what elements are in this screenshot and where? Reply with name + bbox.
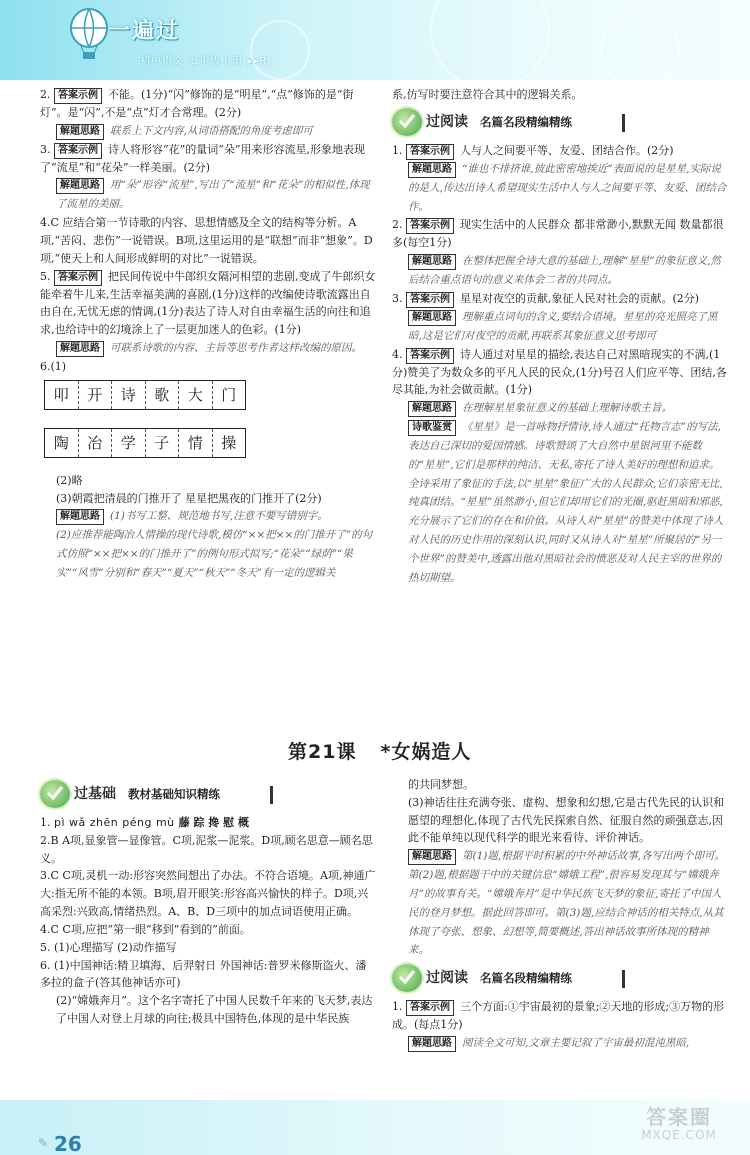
banner-divider <box>622 114 625 132</box>
tracing-cell: 情 <box>179 429 213 457</box>
answer-text: (1)心理描写 (2)动作描写 <box>54 940 177 954</box>
answer-paragraph <box>40 358 376 376</box>
item-number: 3. <box>40 142 54 156</box>
answer-paragraph <box>40 921 376 939</box>
answer-paragraph <box>40 939 376 957</box>
top-right-column <box>392 86 728 588</box>
answer-text: 的共同梦想。 <box>408 778 474 791</box>
answer-text: 《星星》是一首咏物抒情诗,诗人通过“托物言志”的写法,表达自己深切的爱国情感。诗歌赞颂了大自然中星银河里不能数的“星星”,它们是那样的纯洁、无私,寄托了诗人美好的理想和追求。全诗采用了象征的手法,以“星星”象征广大的人民群众,它们亲密无比,纯真团结。“星星”虽然渺小,但它们却用它们的光圈,驱赶黑暗和邪恶,充分展示了它们的存在和价值。从诗人对“星星”的赞美中体现了诗人对人民的历史作用的深刻认识,同时又从诗人对“星星”所聚居的“另一个世界”的赞美中,透露出他对黑暗社会的愤恶及对人民主宰的世界的热切期望。 <box>408 421 724 584</box>
answer-text: (3)朝霞把清晨的门推开了 星星把黑夜的门推开了(2分) <box>56 491 322 505</box>
answer-text: A项,显象管—显像管。C项,泥浆—泥浆。D项,顾名思意—顾名思义。 <box>40 833 373 865</box>
answer-paragraph <box>392 142 728 160</box>
banner-divider <box>622 970 625 988</box>
tracing-cell: 门 <box>221 385 237 404</box>
answer-text: (2)应推荐能陶冶人情操的现代诗歌,模仿“××把××的门推开了”的句式仿照“××把××的门推开了”的例句形式拟写;“花朵”“绿荫”“果实”“风雪”分别和“春天”“夏天”“秋天”“冬天”有一定的逻辑关 <box>56 529 373 579</box>
answer-paragraph <box>40 86 376 122</box>
answer-text: (3)神话往往充满夸张、虚构、想象和幻想,它是古代先民的认识和愿望的理想化,体现了古代先民探索自然、征服自然的顽强意志,因此不能单纯以现代科学的眼光来看待、评价神话。 <box>408 795 725 845</box>
checkmark-icon <box>40 780 70 808</box>
answer-paragraph <box>392 290 728 308</box>
answer-paragraph <box>40 832 376 868</box>
lesson-number: 第21课 <box>288 741 357 763</box>
answer-text: 在整体把握全诗大意的基础上,理解“星星”的象征意义,然后结合重点语句的意义来体会二者的共同点。 <box>408 255 721 286</box>
banner-title: 过阅读 <box>426 113 468 130</box>
answer-paragraph <box>40 141 376 177</box>
brand-subtitle: 初中语文 七年级上册 ▸▸RJ <box>140 56 272 67</box>
answer-paragraph <box>392 998 728 1034</box>
banner-divider <box>270 786 273 804</box>
answer-paragraph <box>392 399 728 418</box>
answer-paragraph <box>40 957 376 993</box>
answer-tag: 答案示例 <box>406 1000 454 1016</box>
answer-tag: 答案示例 <box>54 270 102 286</box>
answer-tag: 解题思路 <box>408 401 456 417</box>
answer-tag: 解题思路 <box>408 162 456 178</box>
bottom-left-column <box>40 776 376 1028</box>
answer-text: 三个方面:①宇宙最初的景象;②天地的形成;③万物的形成。(每点1分) <box>392 1000 725 1032</box>
tracing-cell: 歌 <box>146 381 180 409</box>
tracing-cell: 诗 <box>112 381 146 409</box>
answer-paragraph <box>40 472 376 490</box>
answer-text: 诗人通过对星星的描绘,表达自己对黑暗现实的不满,(1分)赞美了为数众多的平凡人民的民众,(1分)号召人们应平等、团结,各尽其能,为社会做贡献。(1分) <box>392 347 727 397</box>
banner-subtitle: 教材基础知识精练 <box>128 787 220 801</box>
page-number: 26 <box>54 1132 82 1155</box>
item-number: 5. <box>40 940 54 954</box>
answer-tag: 解题思路 <box>56 341 104 357</box>
answer-paragraph <box>392 1034 728 1053</box>
answer-text: (1)中国神话:精卫填海、后羿射日 外国神话:普罗米修斯盗火、潘多拉的盒子(答其他神话亦可) <box>40 958 367 990</box>
answer-paragraph <box>40 490 376 508</box>
answer-text: 用“朵”形容“流星”,写出了“流星”和“花朵”的相似性,体现了流星的美丽。 <box>56 179 370 211</box>
answer-text: 在理解星星象征意义的基础上理解诗歌主旨。 <box>462 402 672 415</box>
answer-tag: 答案示例 <box>54 143 102 159</box>
answer-tag: 解题思路 <box>56 124 104 140</box>
answer-paragraph <box>40 122 376 141</box>
watermark-url: MXQE.COM <box>641 1128 717 1142</box>
item-number: 1. <box>40 816 54 829</box>
item-number: 6. <box>40 958 54 972</box>
item-number: 1. <box>392 143 406 157</box>
answer-tag: 解题思路 <box>408 849 456 865</box>
answer-text: 星星对夜空的贡献,象征人民对社会的贡献。(2分) <box>460 291 700 305</box>
answer-paragraph <box>40 507 376 526</box>
tracing-cell: 子 <box>146 429 180 457</box>
item-number: 3.C <box>40 869 63 883</box>
tracing-cell: 叩 <box>45 381 79 409</box>
answer-tag: 解题思路 <box>408 310 456 326</box>
checkmark-icon <box>392 108 422 136</box>
answer-text: 人与人之间要平等、友爱、团结合作。(2分) <box>460 143 674 157</box>
answer-paragraph <box>40 867 376 920</box>
answer-paragraph <box>40 214 376 267</box>
answer-paragraph <box>392 847 728 960</box>
answer-paragraph <box>392 794 728 847</box>
answer-text: 可联系诗歌的内容、主旨等思考作者这样改编的原因。 <box>110 342 362 355</box>
answer-paragraph <box>40 992 376 1028</box>
banner-subtitle: 名篇名段精编精练 <box>480 971 572 986</box>
lesson-title: *女娲造人 <box>380 741 472 763</box>
page-marker-icon: ✎ <box>38 1136 49 1150</box>
answer-paragraph <box>392 308 728 346</box>
answer-tag: 答案示例 <box>406 292 454 308</box>
answer-text: (2)“嫦娥奔月”。这个名字寄托了中国人民数千年来的飞天梦,表达了中国人对登上月球的向往;极具中国特色,体现的是中华民族 <box>56 994 373 1025</box>
answer-text: (1)书写工整、规范地书写,注意不要写错别字。 <box>110 510 328 523</box>
item-number: 3. <box>392 291 406 305</box>
item-number: 5. <box>40 269 54 283</box>
pinyin-text: pì wǎ zhēn péng mù <box>54 816 179 829</box>
top-left-column <box>40 86 376 583</box>
answer-tag: 解题思路 <box>408 1036 456 1052</box>
banner-subtitle: 名篇名段精编精练 <box>480 114 572 129</box>
answer-paragraph <box>40 176 376 214</box>
answer-text: 不能。(1分)“闪”修饰的是“明星”,“点”修饰的是“街灯”。是“闪”,不是“点”灯才合常理。(2分) <box>40 88 354 119</box>
brand-logo: 一遍过 <box>108 19 181 44</box>
hot-air-balloon-icon <box>66 8 112 60</box>
header-band <box>0 0 750 80</box>
answer-text: (2)略 <box>56 473 83 487</box>
tracing-row <box>44 380 246 410</box>
tracing-cell: 操 <box>221 433 237 452</box>
answer-paragraph <box>392 346 728 400</box>
answer-text: C项,灵机一动:形容突然间想出了办法。不符合语境。A项,神通广大:指无所不能的本领。B项,眉开眼笑:形容高兴愉快的样子。D项,兴高采烈:兴致高,情绪热烈。A、B、D三项中的加点词语使用正确。 <box>40 869 376 919</box>
item-number: 2. <box>40 88 54 101</box>
answer-paragraph <box>392 418 728 588</box>
answer-text: 第(1)题,根据平时积累的中外神话故事,各写出两个即可。第(2)题,根据题干中的关键信息“嫦娥工程”,很容易发现其与“嫦娥奔月”的故事有关。“嫦娥奔月”是中华民族飞天梦的象征,寄托了中国人民的登月梦想。据此回答即可。第(3)题,应结合神话的相关特点,从其体现了夸张、想象、幻想等,简要概述,答出神话故事所体现的精神来。 <box>408 850 726 957</box>
answer-paragraph <box>392 252 728 290</box>
watermark-brand: 答案圈 <box>646 1105 712 1129</box>
tracing-cell: 大 <box>179 381 213 409</box>
lesson-heading <box>288 737 495 768</box>
section-banner <box>392 964 728 992</box>
continued-text: 系,仿写时要注意符合其中的逻辑关系。 <box>392 88 583 101</box>
tracing-cell: 学 <box>112 429 146 457</box>
item-number: 4.C <box>40 922 63 936</box>
tracing-row <box>44 428 246 458</box>
answer-paragraph <box>392 160 728 217</box>
answer-tag: 解题思路 <box>408 254 456 270</box>
banner-title: 过基础 <box>74 786 116 802</box>
item-number: 2.B <box>40 833 63 847</box>
answer-paragraph <box>40 339 376 358</box>
tracing-cell: 冶 <box>79 429 113 457</box>
item-number: 6.(1) <box>40 359 67 373</box>
answer-tag: 答案示例 <box>406 348 454 364</box>
section-banner <box>392 108 728 136</box>
answer-paragraph <box>40 526 376 583</box>
answer-tag: 诗歌鉴赏 <box>408 420 456 436</box>
answer-text: 联系上下文内容,从词语搭配的角度考虑即可 <box>110 124 313 137</box>
hanzi-answers: 藤 踪 搀 慰 概 <box>178 816 249 829</box>
answer-paragraph <box>392 216 728 252</box>
banner-title: 过阅读 <box>426 970 468 987</box>
answer-text: “谁也不排挤谁,彼此密密地挨近”表面说的是星星,实际说的是人,传达出诗人希望现实生活中人与人之间要平等、友爱、团结合作。 <box>408 162 727 213</box>
answer-tag: 答案示例 <box>406 144 454 160</box>
answer-paragraph <box>392 776 728 794</box>
checkmark-icon <box>392 964 422 992</box>
watermark <box>620 1106 738 1152</box>
item-number: 1. <box>392 1000 406 1014</box>
answer-text: 把民间传说中牛郎织女隔河相望的悲剧,变成了牛郎织女能牵着牛儿来,生活幸福美满的喜剧,(1分)这样的改编使诗歌流露出自由自在,无忧无虑的情调,(1分)表达了诗人对自由幸福生活的向往和追求,也给诗中的幻境涂上了一层更加迷人的色彩。(1分) <box>40 269 376 337</box>
item-number: 4. <box>392 347 406 361</box>
bottom-right-column <box>392 776 728 1053</box>
answer-paragraph <box>40 814 376 832</box>
answer-text: 诗人将形容“花”的量词“朵”用来形容流星,形象地表现了“流星”和“花朵”一样美丽。(2分) <box>40 142 365 174</box>
answer-paragraph <box>40 268 376 339</box>
answer-text: 应结合第一节诗歌的内容、思想情感及全文的结构等分析。A项,“苦闷、悲伤”一说错误。B项,这里运用的是“联想”而非“想象”。D项,“使天上和人间形成鲜明的对比”一说错误。 <box>40 216 373 265</box>
answer-text: 阅读全文可知,文章主要记叙了宇宙最初混沌黑暗, <box>462 1037 690 1050</box>
answer-tag: 解题思路 <box>56 509 104 525</box>
tracing-cell: 陶 <box>45 429 79 457</box>
answer-text: C项,应把“第一眼”移到“看到的”前面。 <box>62 922 251 936</box>
section-banner <box>40 780 376 808</box>
item-number: 2. <box>392 218 406 232</box>
answer-tag: 解题思路 <box>56 178 104 194</box>
answer-text: 现实生活中的人民群众 都非常渺小,默默无闻 数量都很多(每空1分) <box>392 218 724 250</box>
answer-text: 理解重点词句的含义,要结合语境。星星的亮光照亮了黑暗,这是它们对夜空的贡献,再联系其象征意义思考即可 <box>408 310 718 342</box>
answer-tag: 答案示例 <box>54 88 102 104</box>
answer-tag: 答案示例 <box>406 218 454 234</box>
item-number: 4.C <box>40 216 63 230</box>
tracing-cell: 开 <box>79 381 113 409</box>
